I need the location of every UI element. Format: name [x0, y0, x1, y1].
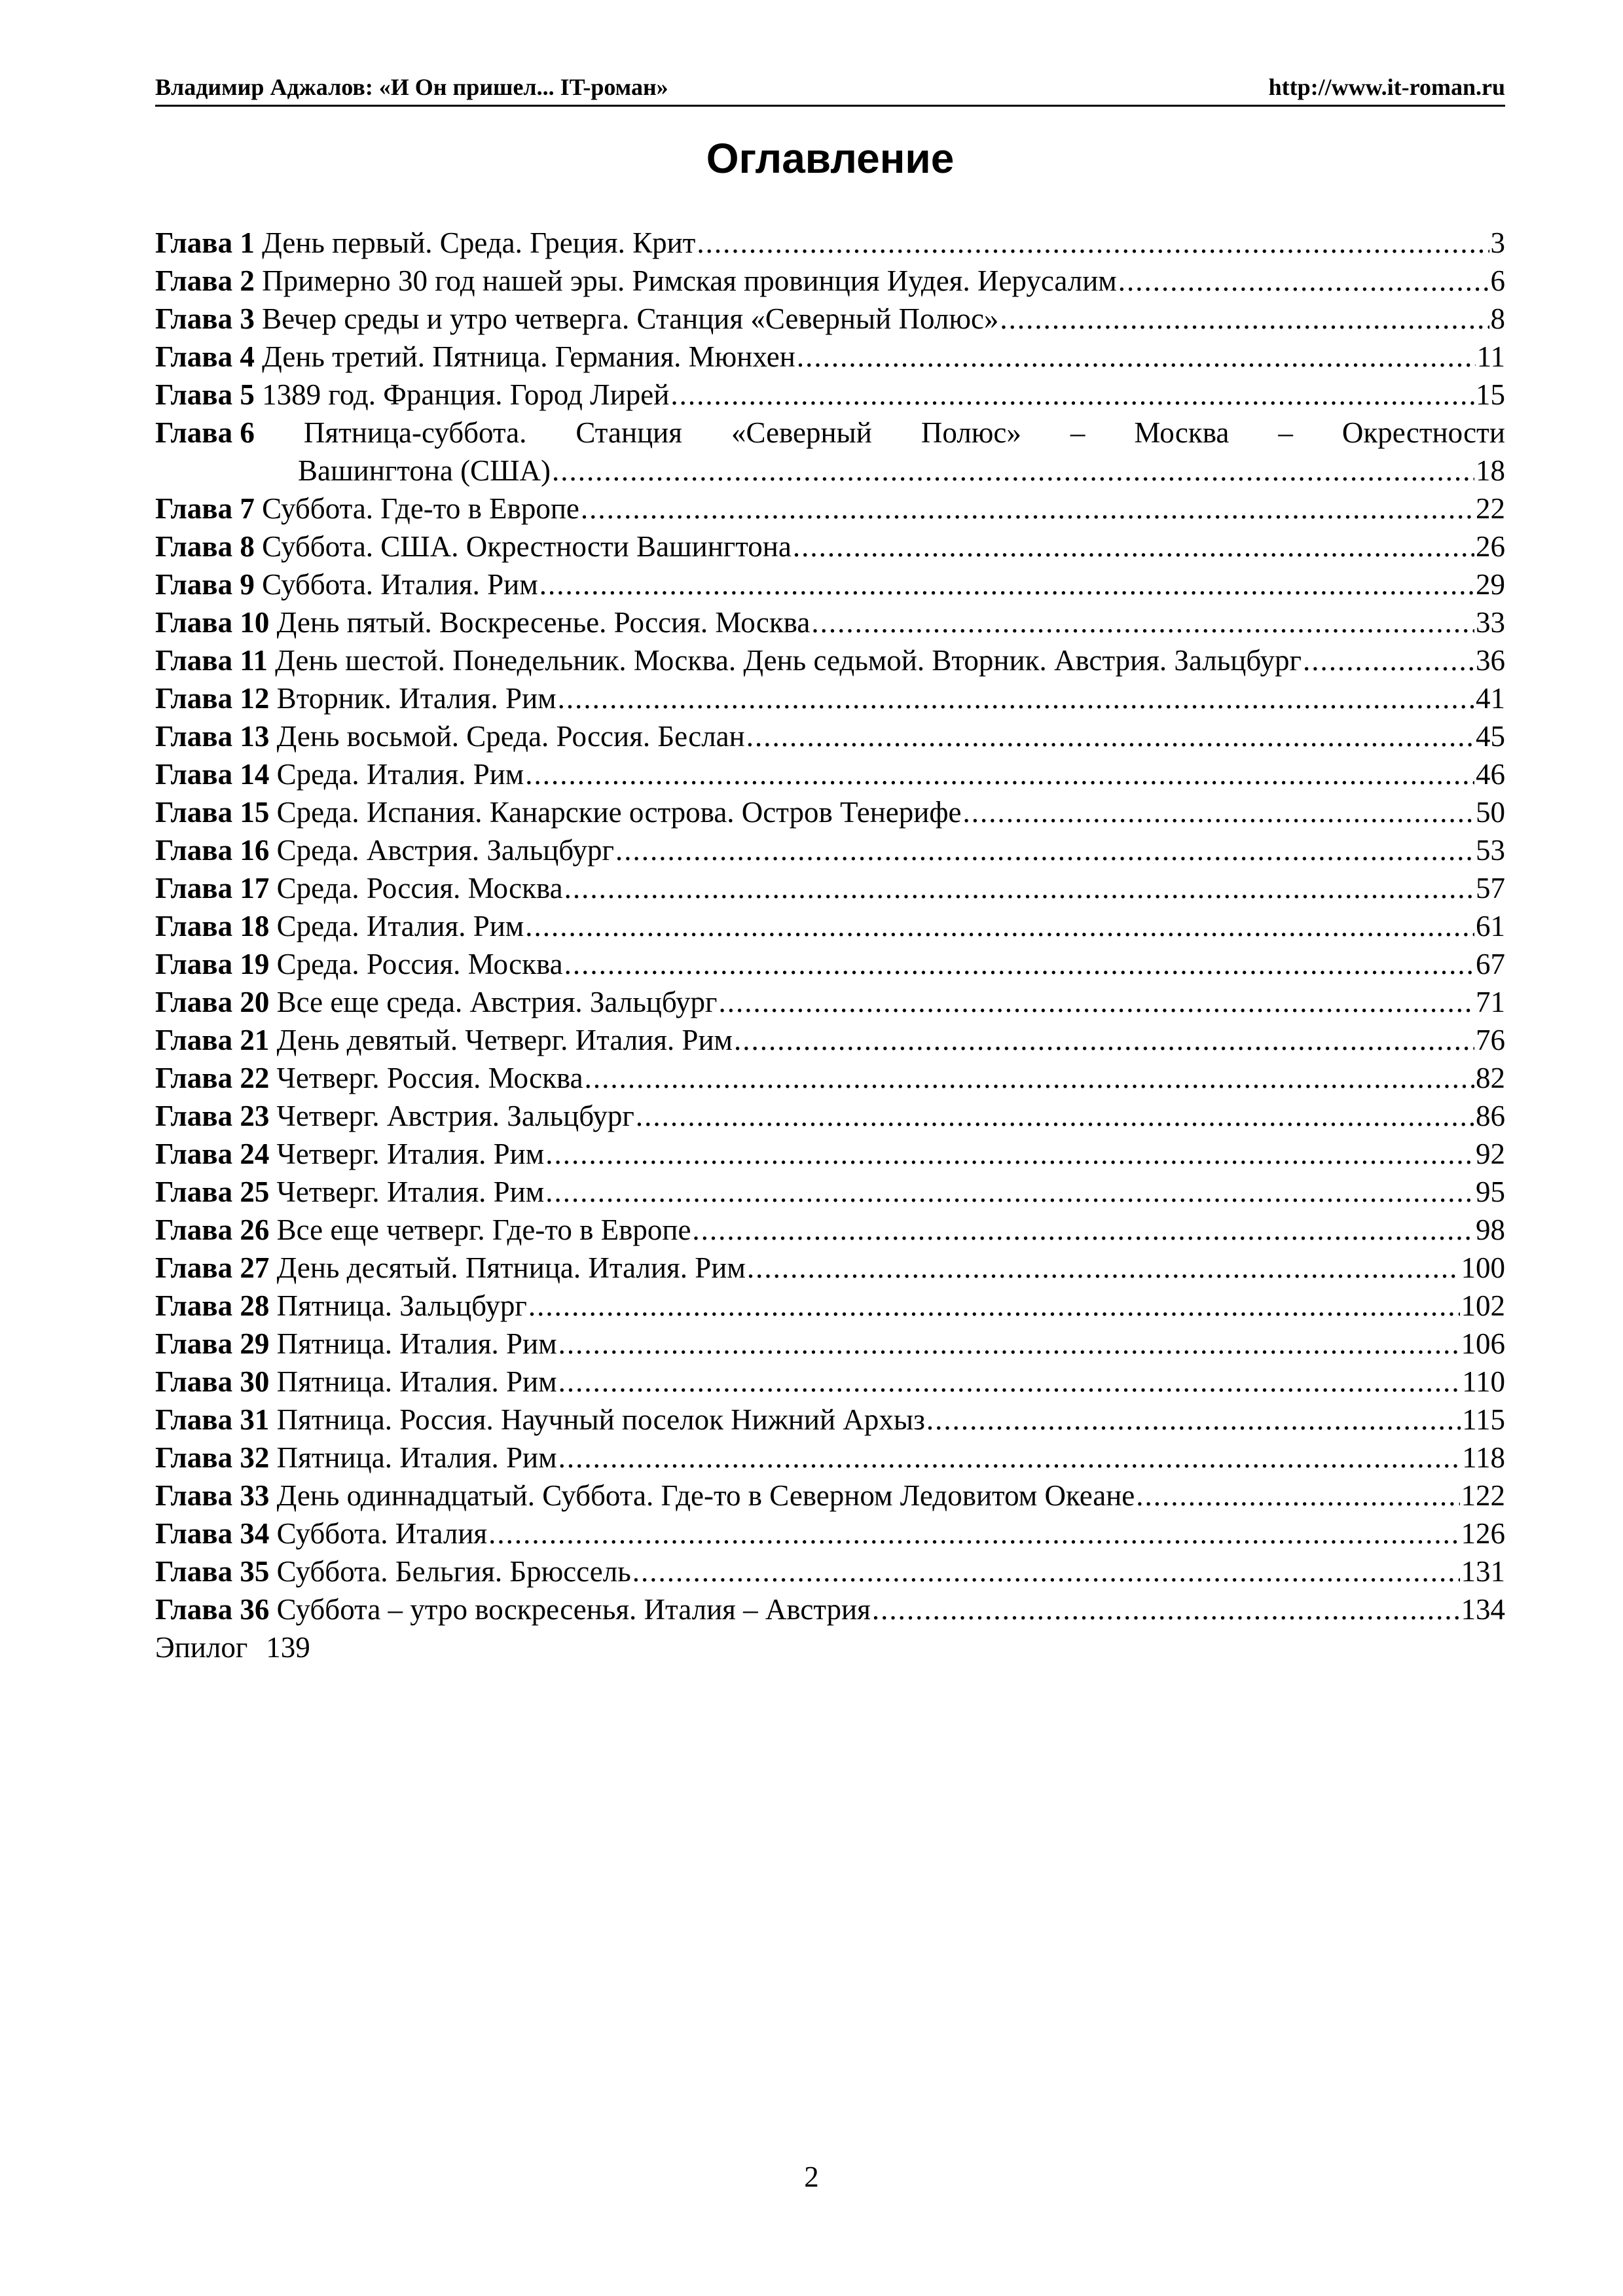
toc-page-number: 102	[1461, 1289, 1505, 1322]
toc-page-number: 67	[1476, 948, 1505, 980]
toc-entry[interactable]	[155, 1211, 1505, 1249]
toc-page-number: 26	[1476, 530, 1505, 563]
toc-chapter-label: Глава 18	[155, 910, 270, 942]
toc-chapter-label: Глава 2	[155, 264, 255, 297]
toc-chapter-label: Глава 9	[155, 568, 255, 601]
toc-entry-title: День восьмой. Среда. Россия. Беслан	[276, 720, 745, 753]
toc-page-number: 11	[1476, 340, 1505, 373]
toc-entry[interactable]	[155, 983, 1505, 1021]
toc-chapter-label: Глава 8	[155, 530, 255, 563]
toc-entry[interactable]	[155, 414, 1505, 490]
toc-page-number: 50	[1476, 796, 1505, 829]
toc-page-number: 57	[1476, 872, 1505, 905]
toc-page-number: 3	[1490, 226, 1505, 259]
toc-page-number: 41	[1476, 682, 1505, 715]
toc-entry-title: Среда. Россия. Москва	[276, 948, 563, 980]
toc-entry-title: Суббота. Где-то в Европе	[262, 492, 579, 525]
page-number: 2	[804, 2161, 819, 2193]
dot-leader	[525, 907, 1474, 945]
toc-entry-title: Среда. Италия. Рим	[276, 910, 524, 942]
toc-page-number: 92	[1476, 1138, 1505, 1170]
dot-leader	[564, 945, 1474, 983]
toc-page-number: 115	[1462, 1403, 1505, 1436]
toc-chapter-label: Глава 7	[155, 492, 255, 525]
toc-entry-title: День первый. Среда. Греция. Крит	[262, 226, 696, 259]
toc-entry[interactable]	[155, 224, 1505, 262]
toc-chapter-label: Глава 34	[155, 1517, 270, 1550]
dot-leader	[558, 1325, 1460, 1363]
toc-page-number: 86	[1476, 1100, 1505, 1132]
dot-leader	[539, 565, 1474, 603]
toc-entry-title: Пятница. Италия. Рим	[276, 1365, 557, 1398]
toc-entry-title: 1389 год. Франция. Город Лирей	[262, 378, 670, 411]
toc-entry-title: Среда. Испания. Канарские острова. Остров Тенерифе	[276, 796, 962, 829]
toc-chapter-label: Глава 1	[155, 226, 255, 259]
toc-entry[interactable]	[155, 755, 1505, 793]
toc-chapter-label: Глава 3	[155, 302, 255, 335]
toc-entry[interactable]	[155, 869, 1505, 907]
header-website-link[interactable]: http://www.it-roman.ru	[1268, 74, 1505, 100]
toc-entry-title: Суббота. Италия	[276, 1517, 488, 1550]
toc-chapter-label: Глава 25	[155, 1175, 270, 1208]
toc-entry-title: Все еще среда. Австрия. Зальцбург	[276, 986, 718, 1018]
dot-leader	[734, 1021, 1474, 1059]
toc-chapter-label: Глава 23	[155, 1100, 270, 1132]
dot-leader	[1303, 641, 1474, 679]
toc-page-number: 45	[1476, 720, 1505, 753]
toc-page-number: 95	[1476, 1175, 1505, 1208]
toc-entry-title: Суббота – утро воскресенья. Италия – Австрия	[276, 1593, 871, 1626]
toc-entry[interactable]	[155, 1325, 1505, 1363]
dot-leader	[797, 338, 1476, 376]
dot-leader	[793, 528, 1474, 565]
toc-page-number: 61	[1476, 910, 1505, 942]
toc-entry-word: Полюс»	[921, 416, 1021, 449]
toc-entry-title: Все еще четверг. Где-то в Европе	[276, 1213, 691, 1246]
dot-leader	[636, 1097, 1474, 1135]
dot-leader	[1118, 262, 1489, 300]
toc-entry-title: Суббота. Бельгия. Брюссель	[276, 1555, 631, 1588]
dot-leader	[615, 831, 1474, 869]
toc-entry-title: Вторник. Италия. Рим	[276, 682, 556, 715]
page-title: Оглавление	[706, 135, 955, 182]
dot-leader	[697, 224, 1489, 262]
dot-leader	[811, 603, 1474, 641]
toc-entry-title: Четверг. Италия. Рим	[276, 1175, 545, 1208]
toc-entry-title: День девятый. Четверг. Италия. Рим	[276, 1024, 733, 1056]
toc-chapter-label: Глава 17	[155, 872, 270, 905]
toc-chapter-label: Глава 12	[155, 682, 270, 715]
toc-entry[interactable]	[155, 1135, 1505, 1173]
toc-entry[interactable]	[155, 907, 1505, 945]
toc-epilog-label: Эпилог	[155, 1631, 248, 1664]
toc-chapter-label: Глава 13	[155, 720, 270, 753]
toc-chapter-label: Глава 29	[155, 1327, 270, 1360]
toc-chapter-label: Глава 6	[155, 416, 255, 449]
dot-leader	[581, 490, 1474, 528]
toc-entry[interactable]	[155, 1059, 1505, 1097]
toc-entry-word: «Северный	[731, 416, 872, 449]
dot-leader	[747, 1249, 1460, 1287]
toc-page-number: 18	[1476, 454, 1505, 487]
toc-chapter-label: Глава 11	[155, 644, 268, 677]
toc-page-number: 15	[1476, 378, 1505, 411]
dot-leader	[545, 1173, 1474, 1211]
toc-entry[interactable]	[155, 338, 1505, 376]
toc-entry-title: Четверг. Италия. Рим	[276, 1138, 545, 1170]
dot-leader	[528, 1287, 1460, 1325]
toc-entry[interactable]	[155, 1249, 1505, 1287]
dot-leader	[558, 1439, 1461, 1477]
toc-page-number: 106	[1461, 1327, 1505, 1360]
running-header	[155, 73, 1505, 107]
toc-entry-word: Станция	[575, 416, 682, 449]
toc-chapter-label: Глава 14	[155, 758, 270, 791]
toc-entry-title: Четверг. Россия. Москва	[276, 1062, 583, 1094]
toc-entry[interactable]	[155, 679, 1505, 717]
toc-entry-word: Окрестности	[1341, 416, 1505, 449]
table-of-contents	[155, 224, 1505, 1666]
toc-entry[interactable]	[155, 376, 1505, 414]
toc-page-number: 134	[1461, 1593, 1505, 1626]
toc-entry-title: День третий. Пятница. Германия. Мюнхен	[262, 340, 795, 373]
dot-leader	[719, 983, 1475, 1021]
toc-entry-title: День десятый. Пятница. Италия. Рим	[276, 1251, 746, 1284]
toc-entry-title: Среда. Италия. Рим	[276, 758, 524, 791]
toc-entry[interactable]	[155, 1590, 1505, 1628]
toc-entry[interactable]	[155, 1287, 1505, 1325]
toc-entry[interactable]	[155, 831, 1505, 869]
dot-leader	[632, 1552, 1460, 1590]
toc-entry-word: Пятница-суббота.	[303, 416, 527, 449]
toc-entry[interactable]	[155, 300, 1505, 338]
dot-leader	[670, 376, 1474, 414]
toc-entry[interactable]	[155, 1552, 1505, 1590]
toc-page-number: 126	[1461, 1517, 1505, 1550]
toc-entry[interactable]	[155, 1477, 1505, 1515]
toc-entry[interactable]	[155, 1515, 1505, 1552]
toc-entry-title: День шестой. Понедельник. Москва. День седьмой. Вторник. Австрия. Зальцбург	[275, 644, 1302, 677]
toc-chapter-label: Глава 32	[155, 1441, 270, 1474]
toc-chapter-label: Глава 21	[155, 1024, 270, 1056]
toc-chapter-label: Глава 15	[155, 796, 270, 829]
toc-entry[interactable]	[155, 1439, 1505, 1477]
dot-leader	[558, 1363, 1461, 1401]
toc-chapter-label: Глава 36	[155, 1593, 270, 1626]
toc-entry-title: День пятый. Воскресенье. Россия. Москва	[276, 606, 811, 639]
toc-entry-title: Среда. Австрия. Зальцбург	[276, 834, 614, 867]
toc-entry[interactable]	[155, 793, 1505, 831]
toc-entry[interactable]	[155, 1363, 1505, 1401]
toc-chapter-label: Глава 22	[155, 1062, 270, 1094]
toc-page-number: 8	[1490, 302, 1505, 335]
toc-entry[interactable]	[155, 1021, 1505, 1059]
toc-chapter-label: Глава 26	[155, 1213, 270, 1246]
toc-entry-title: Четверг. Австрия. Зальцбург	[276, 1100, 634, 1132]
toc-chapter-label: Глава 16	[155, 834, 270, 867]
toc-chapter-label: Глава 28	[155, 1289, 270, 1322]
toc-chapter-label: Глава 5	[155, 378, 255, 411]
toc-page-number: 6	[1490, 264, 1505, 297]
toc-page-number: 131	[1461, 1555, 1505, 1588]
toc-page-number: 110	[1462, 1365, 1505, 1398]
toc-page-number: 76	[1476, 1024, 1505, 1056]
toc-page-number: 100	[1461, 1251, 1505, 1284]
toc-page-number: 33	[1476, 606, 1505, 639]
toc-entry-title: Пятница. Италия. Рим	[276, 1441, 557, 1474]
toc-entry-title: День одиннадцатый. Суббота. Где-то в Северном Ледовитом Океане	[276, 1479, 1135, 1512]
toc-chapter-label: Глава 10	[155, 606, 270, 639]
toc-chapter-label: Глава 33	[155, 1479, 270, 1512]
toc-entry[interactable]	[155, 945, 1505, 983]
toc-entry-title: Пятница. Италия. Рим	[276, 1327, 557, 1360]
toc-entry-title: Пятница. Зальцбург	[276, 1289, 527, 1322]
dot-leader	[552, 452, 1474, 490]
toc-entry-title: Суббота. Италия. Рим	[262, 568, 538, 601]
dot-leader	[1136, 1477, 1459, 1515]
toc-page-number: 46	[1476, 758, 1505, 791]
dot-leader	[872, 1590, 1460, 1628]
toc-epilog[interactable]	[155, 1628, 1505, 1666]
dot-leader	[1000, 300, 1489, 338]
toc-chapter-label: Глава 24	[155, 1138, 270, 1170]
toc-page-number: 36	[1476, 644, 1505, 677]
toc-entry-title: Примерно 30 год нашей эры. Римская провинция Иудея. Иерусалим	[262, 264, 1117, 297]
dot-leader	[564, 869, 1474, 907]
toc-page-number: 139	[266, 1631, 310, 1664]
toc-entry[interactable]	[155, 490, 1505, 528]
toc-page-number: 22	[1476, 492, 1505, 525]
toc-entry[interactable]	[155, 565, 1505, 603]
dot-leader	[692, 1211, 1474, 1249]
toc-chapter-label: Глава 27	[155, 1251, 270, 1284]
toc-entry[interactable]	[155, 641, 1505, 679]
toc-chapter-label: Глава 35	[155, 1555, 270, 1588]
toc-chapter-label: Глава 4	[155, 340, 255, 373]
dot-leader	[545, 1135, 1474, 1173]
toc-entry[interactable]	[155, 528, 1505, 565]
toc-entry-title: Среда. Россия. Москва	[276, 872, 563, 905]
toc-entry-title: Суббота. США. Окрестности Вашингтона	[262, 530, 792, 563]
toc-entry[interactable]	[155, 1097, 1505, 1135]
toc-entry-title: Пятница. Россия. Научный поселок Нижний Архыз	[276, 1403, 925, 1436]
toc-entry[interactable]	[155, 1173, 1505, 1211]
toc-chapter-label: Глава 30	[155, 1365, 270, 1398]
header-book-title: Владимир Аджалов: «И Он пришел... IT-роман»	[155, 74, 668, 100]
toc-chapter-label: Глава 19	[155, 948, 270, 980]
toc-entry-title: Вечер среды и утро четверга. Станция «Северный Полюс»	[262, 302, 999, 335]
toc-entry-word: Москва	[1134, 416, 1230, 449]
toc-entry-word: –	[1278, 416, 1293, 449]
dot-leader	[746, 717, 1474, 755]
dot-leader	[926, 1401, 1461, 1439]
toc-page-number: 98	[1476, 1213, 1505, 1246]
toc-entry-word: –	[1070, 416, 1085, 449]
toc-page-number: 118	[1462, 1441, 1505, 1474]
toc-entry[interactable]	[155, 262, 1505, 300]
dot-leader	[963, 793, 1475, 831]
dot-leader	[558, 679, 1474, 717]
toc-entry[interactable]	[155, 1401, 1505, 1439]
dot-leader	[488, 1515, 1459, 1552]
toc-chapter-label: Глава 31	[155, 1403, 270, 1436]
toc-entry-title: Вашингтона (США)	[298, 454, 551, 487]
toc-page-number: 71	[1476, 986, 1505, 1018]
dot-leader	[525, 755, 1474, 793]
toc-entry[interactable]	[155, 603, 1505, 641]
toc-page-number: 53	[1476, 834, 1505, 867]
toc-entry[interactable]	[155, 717, 1505, 755]
toc-page-number: 122	[1461, 1479, 1505, 1512]
toc-page-number: 29	[1476, 568, 1505, 601]
dot-leader	[585, 1059, 1474, 1097]
toc-chapter-label: Глава 20	[155, 986, 270, 1018]
toc-page-number: 82	[1476, 1062, 1505, 1094]
